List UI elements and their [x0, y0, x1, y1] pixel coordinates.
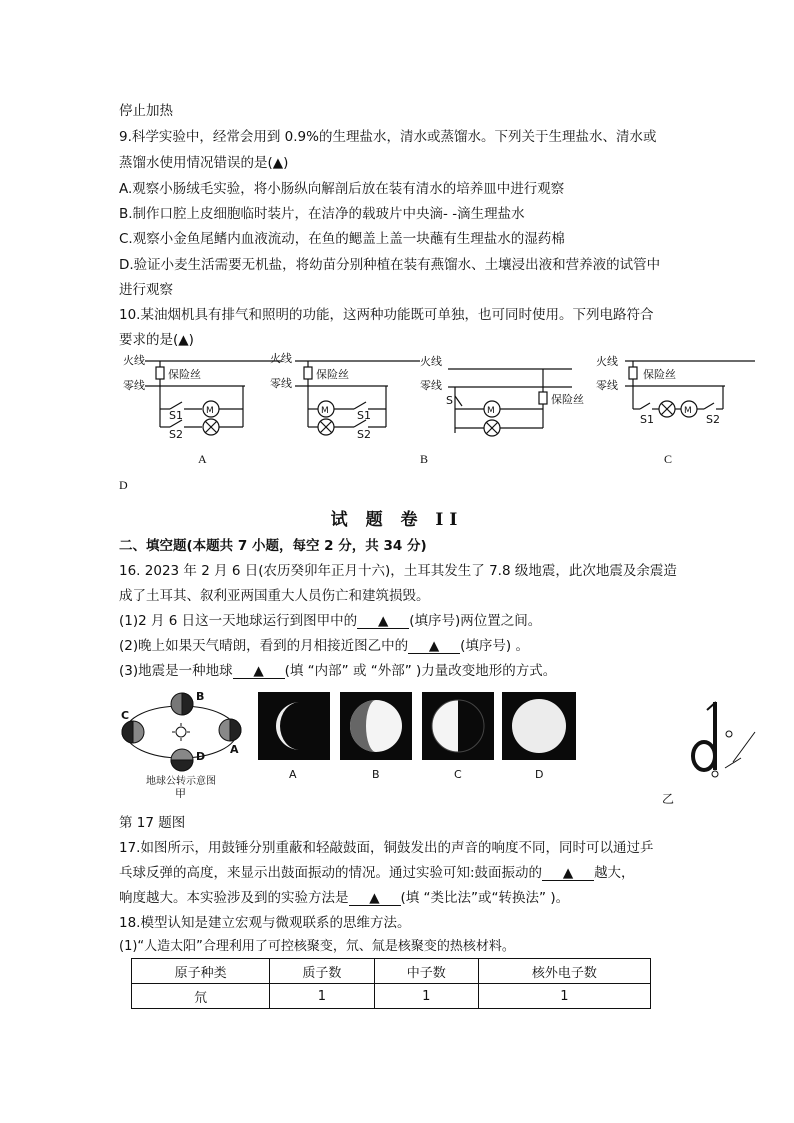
table-header: 中子数 — [374, 959, 478, 984]
figure-yi-label: 乙 — [662, 792, 675, 806]
motor-label: M — [206, 406, 214, 416]
switch-label: S1 — [169, 409, 183, 422]
drum-figure — [685, 692, 765, 787]
figure-jia-label: 甲 — [175, 787, 186, 798]
option-a: A.观察小肠绒毛实验，将小肠纵向解剖后放在装有清水的培养皿中进行观察 — [119, 181, 565, 197]
text-line: 停止加热 — [119, 103, 173, 119]
section-title: 试 题 卷 II — [330, 510, 464, 530]
atom-table — [131, 958, 651, 1009]
position-label: C — [121, 709, 130, 722]
moon-phase-a — [258, 692, 330, 760]
neutral-wire-label: 零线 — [270, 377, 292, 390]
question-9-stem: 蒸馏水使用情况错误的是(▲) — [119, 155, 289, 171]
fuse-label: 保险丝 — [168, 368, 201, 381]
option-b: B.制作口腔上皮细胞临时装片，在洁净的载玻片中央滴- -滴生理盐水 — [119, 206, 525, 222]
question-18-stem: 18.模型认知是建立宏观与微观联系的思维方法。 — [119, 915, 411, 931]
motor-label: M — [684, 406, 692, 416]
moon-label: D — [535, 768, 544, 781]
moon-label: B — [372, 768, 380, 781]
question-16-stem: 成了土耳其、叙利亚两国重大人员伤亡和建筑损毁。 — [119, 588, 430, 604]
moon-phase-c — [422, 692, 494, 760]
question-9-stem: 9.科学实验中，经常会用到 0.9%的生理盐水，清水或蒸馏水。下列关于生理盐水、清水或 — [119, 129, 657, 145]
answer-blank[interactable]: ▲ — [357, 614, 409, 629]
table-header: 质子数 — [270, 959, 374, 984]
section-heading: 二、填空题(本题共 7 小题，每空 2 分，共 34 分) — [119, 538, 427, 554]
live-wire-label: 火线 — [420, 355, 442, 368]
moon-label: C — [454, 768, 462, 781]
position-label: B — [196, 690, 205, 703]
fuse-label: 保险丝 — [643, 368, 676, 381]
answer-blank[interactable]: ▲ — [408, 639, 460, 654]
circuit-b-caption: B — [420, 452, 429, 466]
option-d: D.验证小麦生活需要无机盐，将幼苗分别种植在装有燕馏水、土壤浸出液和营养液的试管中 — [119, 257, 661, 273]
earth-orbit-figure — [118, 688, 248, 798]
motor-label: M — [487, 406, 495, 416]
moon-phase-b — [340, 692, 412, 760]
table-cell: 1 — [270, 984, 374, 1009]
switch-label: S1 — [357, 409, 371, 422]
orbit-caption: 地球公转示意图 — [146, 776, 216, 787]
sun-icon — [172, 723, 190, 741]
figure-caption: 第 17 题图 — [119, 815, 186, 831]
answer-blank[interactable]: ▲ — [349, 891, 401, 906]
moon-label: A — [289, 768, 297, 781]
question-17-stem: 17.如图所示，用鼓锤分别重蔽和轻敲鼓面，铜鼓发出的声音的响度不同，同时可以通过乒 — [119, 840, 654, 856]
switch-label: S2 — [169, 428, 183, 441]
live-wire-label: 火线 — [270, 352, 292, 365]
answer-blank[interactable]: ▲ — [233, 664, 285, 679]
circuit-a-caption: A — [198, 452, 207, 466]
question-16-2: (2)晚上如果天气晴朗，看到的月相接近图乙中的 ▲ (填序号) 。 — [119, 638, 529, 654]
question-18-1: (1)“人造太阳”合理利用了可控核聚变，氘、氚是核聚变的热核材料。 — [119, 939, 515, 954]
live-wire-label: 火线 — [123, 354, 145, 367]
position-label: D — [196, 750, 206, 763]
switch-label: S — [446, 394, 453, 407]
neutral-wire-label: 零线 — [596, 379, 618, 392]
switch-label: S2 — [357, 428, 371, 441]
moon-phase-d — [502, 692, 576, 760]
neutral-wire-label: 零线 — [420, 379, 442, 392]
question-10-stem: 要求的是(▲) — [119, 332, 194, 348]
question-16-1: (1)2 月 6 日这一天地球运行到图甲中的 ▲ (填序号)两位置之间。 — [119, 613, 542, 629]
circuit-c-caption: C — [664, 452, 673, 466]
option-d-cont: 进行观察 — [119, 282, 173, 298]
switch-label: S2 — [706, 413, 720, 426]
question-16-stem: 16. 2023 年 2 月 6 日(农历癸卯年正月十六)，土耳其发生了 7.8 级地震，此次地震及余震造 — [119, 563, 677, 579]
table-header: 原子种类 — [132, 959, 270, 984]
position-label: A — [230, 743, 239, 756]
table-header: 核外电子数 — [478, 959, 650, 984]
answer-blank[interactable]: ▲ — [542, 866, 594, 881]
motor-label: M — [321, 406, 329, 416]
fuse-label: 保险丝 — [316, 368, 349, 381]
circuit-diagrams — [0, 345, 794, 455]
table-cell: 氘 — [132, 984, 270, 1009]
moon-phases-figure — [256, 690, 581, 782]
option-c: C.观察小金鱼尾鳍内血液流动，在鱼的鳃盖上盖一块蘸有生理盐水的湿药棉 — [119, 231, 565, 247]
circuit-d-caption: D — [119, 478, 128, 492]
switch-label: S1 — [640, 413, 654, 426]
circuit-a — [145, 361, 282, 435]
question-17-stem: 乓球反弹的高度，来显示出鼓面振动的情况。通过实验可知:鼓面振动的 ▲ 越大， — [119, 865, 635, 881]
live-wire-label: 火线 — [596, 355, 618, 368]
table-cell: 1 — [374, 984, 478, 1009]
question-10-stem: 10.某油烟机具有排气和照明的功能，这两种功能既可单独，也可同时使用。下列电路符合 — [119, 307, 654, 323]
question-16-3: (3)地震是一种地球 ▲ (填 “内部” 或 “外部” )力量改变地形的方式。 — [119, 663, 557, 679]
fuse-label: 保险丝 — [551, 393, 584, 406]
neutral-wire-label: 零线 — [123, 379, 145, 392]
question-17-stem: 响度越大。本实验涉及到的实验方法是 ▲ (填 “类比法”或“转换法” )。 — [119, 890, 570, 906]
table-cell: 1 — [478, 984, 650, 1009]
circuit-b — [295, 361, 420, 435]
